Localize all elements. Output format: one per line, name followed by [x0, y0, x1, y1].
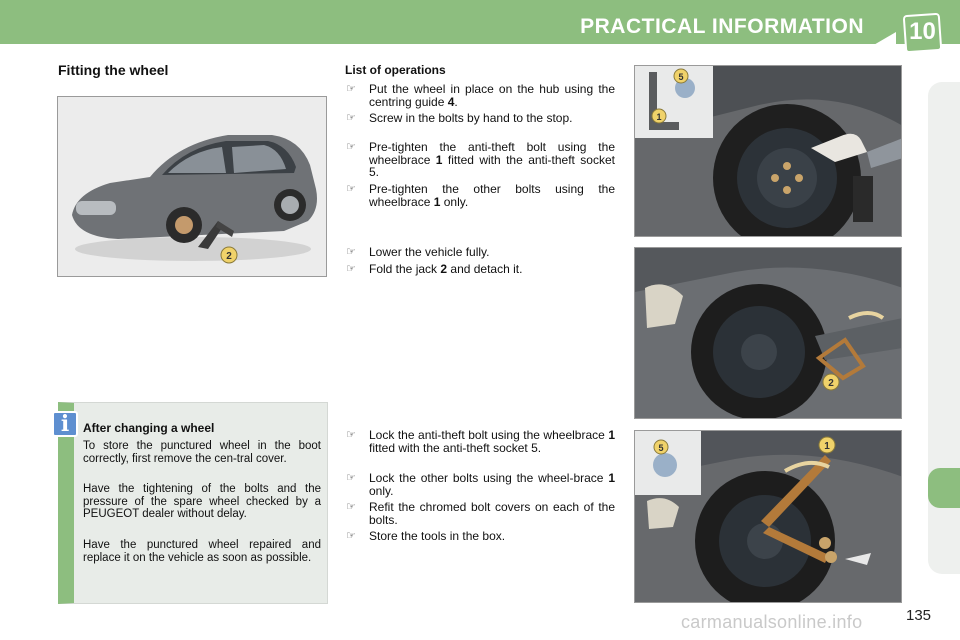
photo1-callout-1: 1 — [656, 112, 662, 122]
car-callout-2: 2 — [226, 251, 232, 262]
info-icon: i — [52, 411, 78, 437]
page-number: 135 — [906, 607, 932, 624]
operation-step: ☞ Lock the other bolts using the wheel-brace 1 only. — [346, 471, 615, 498]
info-box-title: After changing a wheel — [83, 421, 215, 435]
hand-pointer-icon: ☞ — [346, 183, 356, 195]
section-title: Fitting the wheel — [58, 62, 169, 78]
operation-step: ☞ Pre-tighten the anti-theft bolt using the wheelbrace 1 fitted with the anti-theft socket 5. — [346, 140, 615, 179]
photo2-callout-2: 2 — [828, 378, 834, 389]
operation-step: ☞ Refit the chromed bolt covers on each of the bolts. — [346, 500, 615, 527]
operation-step: ☞ Store the tools in the box. — [346, 529, 506, 543]
chapter-number: 10 — [909, 18, 936, 45]
operation-step: ☞ Screw in the bolts by hand to the stop. — [346, 111, 573, 125]
lower-vehicle-photo — [634, 247, 902, 419]
hand-pointer-icon: ☞ — [346, 429, 356, 441]
hand-pointer-icon: ☞ — [346, 530, 356, 542]
car-with-jack-illustration — [57, 96, 327, 277]
photo1-callout-5: 5 — [678, 72, 684, 82]
header-corner-notch — [872, 32, 896, 46]
operation-step: ☞ Put the wheel in place on the hub using the centring guide 4. — [346, 82, 615, 109]
photo3-callout-5: 5 — [658, 443, 664, 453]
operation-step: ☞ Fold the jack 2 and detach it. — [346, 262, 523, 276]
operation-step: ☞ Lower the vehicle fully. — [346, 245, 490, 259]
info-paragraph: To store the punctured wheel in the boot correctly, first remove the cen-tral cover. — [83, 440, 321, 465]
hand-pointer-icon: ☞ — [346, 501, 356, 513]
chapter-side-tab-active[interactable] — [928, 468, 960, 508]
tighten-bolts-photo — [634, 430, 902, 603]
info-paragraph: Have the tightening of the bolts and the pressure of the spare wheel checked by a PEUGEOT dealer without delay. — [83, 483, 321, 520]
hand-pointer-icon: ☞ — [346, 83, 356, 95]
photo3-callout-1: 1 — [824, 441, 830, 452]
operations-title: List of operations — [345, 63, 446, 77]
operation-step: ☞ Pre-tighten the other bolts using the wheelbrace 1 only. — [346, 182, 615, 209]
wheel-bolts-photo — [634, 65, 902, 237]
hand-pointer-icon: ☞ — [346, 141, 356, 153]
page-title: PRACTICAL INFORMATION — [580, 15, 864, 38]
hand-pointer-icon: ☞ — [346, 246, 356, 258]
hand-pointer-icon: ☞ — [346, 263, 356, 275]
operation-step: ☞ Lock the anti-theft bolt using the wheelbrace 1 fitted with the anti-theft socket 5. — [346, 428, 615, 455]
hand-pointer-icon: ☞ — [346, 472, 356, 484]
info-paragraph: Have the punctured wheel repaired and replace it on the vehicle as soon as possible. — [83, 539, 321, 564]
watermark: carmanualsonline.info — [681, 612, 863, 632]
hand-pointer-icon: ☞ — [346, 112, 356, 124]
